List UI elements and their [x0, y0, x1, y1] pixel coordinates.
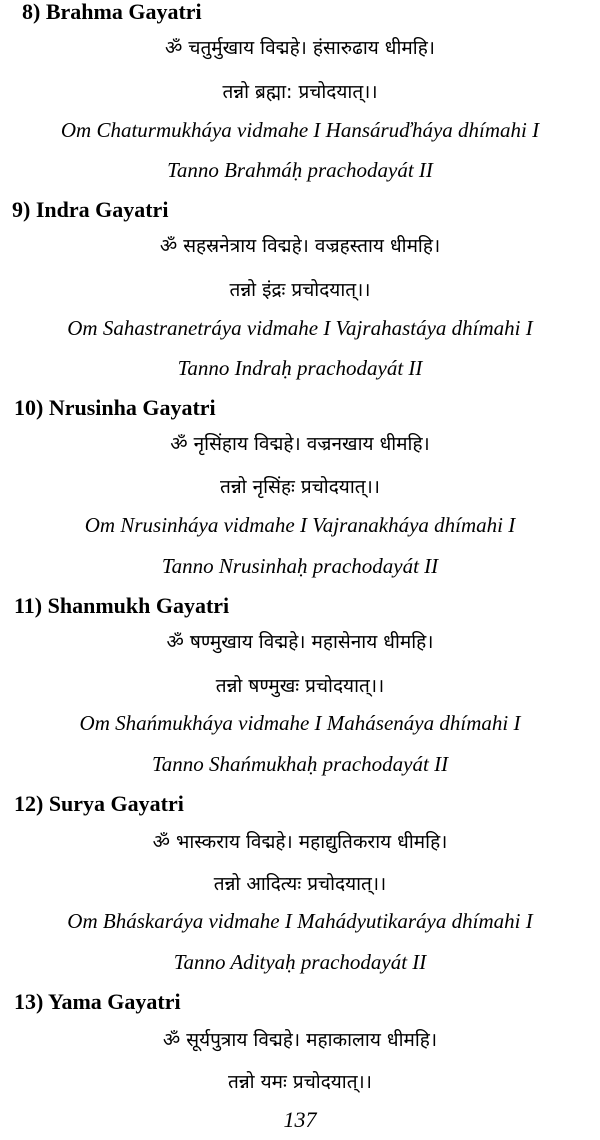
transliteration-line: Tanno Adityaḥ prachodayát II	[173, 950, 427, 974]
transliteration-line: Om Chaturmukháya vidmahe I Hansáruďháya dhímahi I	[60, 118, 540, 142]
sanskrit-verse-line: ॐ षण्मुखाय विद्महे। महासेनाय धीमहि।	[166, 631, 434, 653]
sanskrit-verse-line: तन्नो इंद्रः प्रचोदयात्।।	[229, 279, 371, 301]
sanskrit-verse-line: ॐ भास्कराय विद्महे। महाद्युतिकराय धीमहि।	[152, 831, 448, 853]
sanskrit-verse-line: तन्नो षण्मुखः प्रचोदयात्।।	[215, 675, 385, 697]
section-heading: 8) Brahma Gayatri	[22, 0, 202, 24]
transliteration-line: Om Shańmukháya vidmahe I Mahásenáya dhímahi I	[79, 711, 521, 735]
section-heading: 12) Surya Gayatri	[14, 791, 184, 816]
sanskrit-verse-line: तन्नो ब्रह्मा: प्रचोदयात्।।	[222, 81, 378, 103]
transliteration-line: Om Bháskaráya vidmahe I Mahádyutikaráya dhímahi I	[67, 909, 533, 933]
section-heading: 11) Shanmukh Gayatri	[14, 593, 230, 618]
transliteration-line: Tanno Brahmáḥ prachodayát II	[167, 158, 433, 182]
sanskrit-verse-line: तन्नो नृसिंहः प्रचोदयात्।।	[220, 476, 380, 498]
section-heading: 13) Yama Gayatri	[14, 989, 181, 1014]
sanskrit-verse-line: तन्नो आदित्यः प्रचोदयात्।।	[213, 873, 387, 895]
sanskrit-verse-line: ॐ सहस्रनेत्राय विद्महे। वज्रहस्ताय धीमहि।	[159, 235, 441, 257]
transliteration-line: Om Sahastranetráya vidmahe I Vajrahastáya dhímahi I	[67, 316, 533, 340]
transliteration-line: Tanno Nrusinhaḥ prachodayát II	[161, 554, 439, 578]
transliteration-line: Om Nrusinháya vidmahe I Vajranakháya dhímahi I	[84, 513, 516, 537]
section-heading: 9) Indra Gayatri	[12, 197, 169, 222]
sanskrit-verse-line: तन्नो यमः प्रचोदयात्।।	[228, 1071, 372, 1093]
page-number: 137	[283, 1107, 317, 1132]
transliteration-line: Tanno Indraḥ prachodayát II	[177, 356, 423, 380]
transliteration-line: Tanno Shańmukhaḥ prachodayát II	[151, 752, 449, 776]
sanskrit-verse-line: ॐ सूर्यपुत्राय विद्महे। महाकालाय धीमहि।	[162, 1029, 438, 1051]
section-heading: 10) Nrusinha Gayatri	[14, 395, 216, 420]
sanskrit-verse-line: ॐ नृसिंहाय विद्महे। वज्रनखाय धीमहि।	[170, 433, 430, 455]
sanskrit-verse-line: ॐ चतुर्मुखाय विद्महे। हंसारुढाय धीमहि।	[165, 37, 435, 59]
